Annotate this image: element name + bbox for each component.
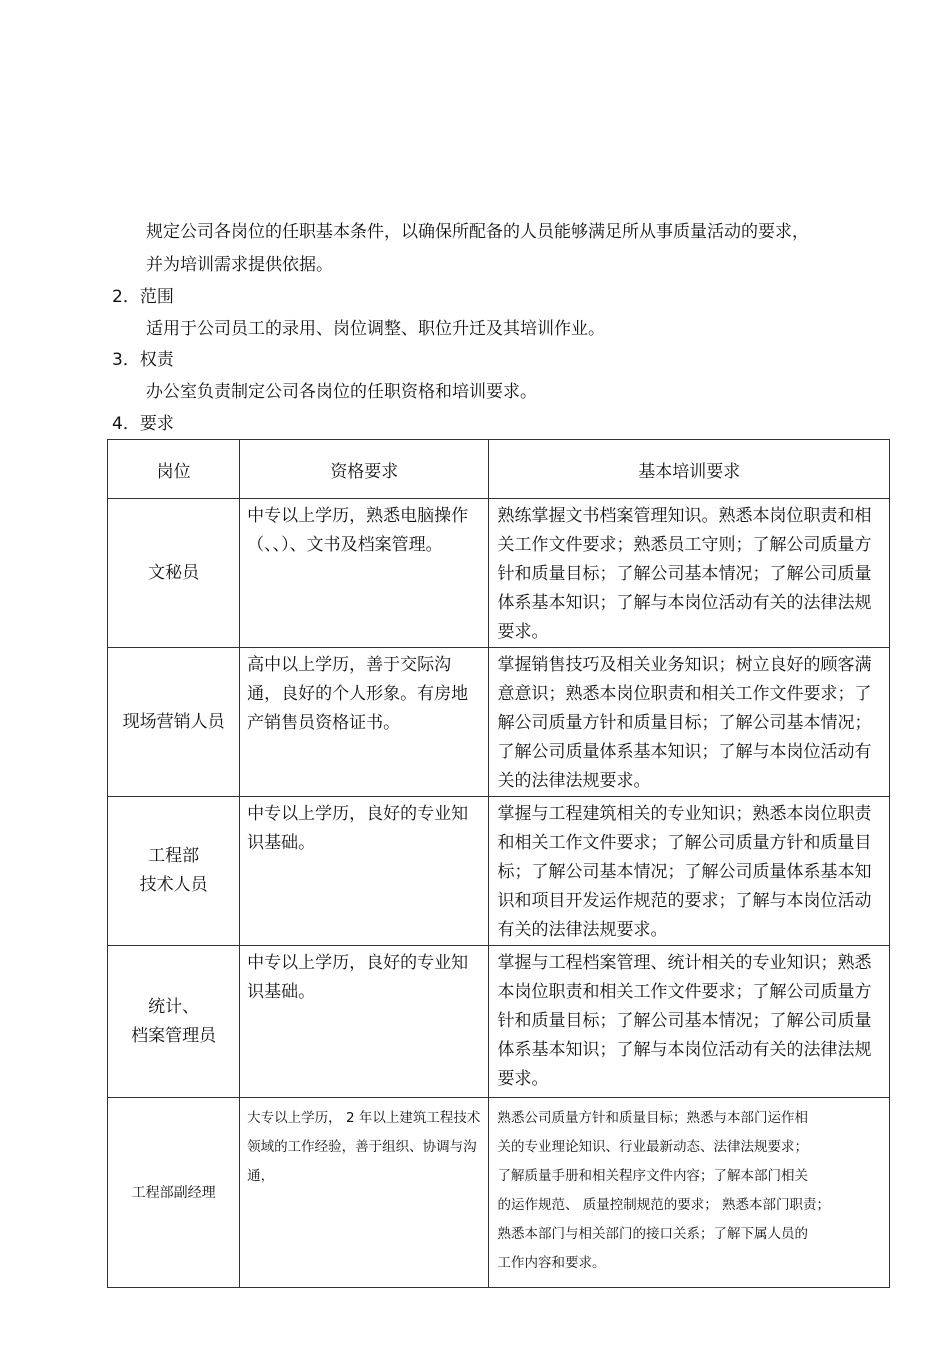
training-line: 熟悉公司质量方针和质量目标；熟悉与本部门运作相 [497,1110,808,1126]
purpose-line-1: 规定公司各岗位的任职基本条件，以确保所配备的人员能够满足所从事质量活动的要求， [146,222,809,242]
training-line: 工作内容和要求。 [497,1255,606,1271]
training-cell [489,1098,890,1288]
qualification-cell [240,797,489,946]
table-row [108,946,890,1098]
requirements-table [107,439,890,1288]
position-cell [108,648,240,797]
training-line: 熟悉本部门与相关部门的接口关系；了解下属人员的 [497,1226,808,1242]
training-text: 掌握销售技巧及相关业务知识；树立良好的顾客满意意识；熟悉本岗位职责和相关工作文件要求；了解公司质量方针和质量目标；了解公司基本情况；了解公司质量体系基本知识；了解与本岗位活动有关的法律法规要求。 [497,655,872,791]
duty-heading: 3．权责 [112,350,174,370]
training-cell [489,946,890,1098]
training-cell [489,499,890,648]
position-name-line-1: 统计、 [148,996,200,1017]
position-cell [108,797,240,946]
purpose-line-2: 并为培训需求提供依据。 [146,255,333,275]
training-text [489,1098,889,1278]
qualification-text: 中专以上学历，良好的专业知识基础。 [247,953,469,1002]
header-training: 基本培训要求 [489,440,890,499]
qualification-text: 大专以上学历， 2 年以上建筑工程技术领域的工作经验，善于组织、协调与沟通， [247,1110,481,1184]
position-name-line-2: 档案管理员 [131,1025,217,1046]
training-line: 的运作规范、 质量控制规范的要求； 熟悉本部门职责； [497,1197,831,1213]
position-name: 现场营销人员 [122,711,225,732]
training-cell [489,797,890,946]
position-name: 文秘员 [148,562,200,583]
qualification-cell [240,1098,489,1288]
training-cell [489,648,890,797]
position-cell [108,946,240,1098]
table-row [108,797,890,946]
position-name-line-2: 技术人员 [139,875,208,895]
qualification-cell [240,946,489,1098]
table-row [108,648,890,797]
training-text: 掌握与工程档案管理、统计相关的专业知识；熟悉本岗位职责和相关工作文件要求；了解公司质量方针和质量目标；了解公司基本情况；了解公司质量体系基本知识；了解与本岗位活动有关的法律法规要求。 [497,953,872,1089]
table-row [108,499,890,648]
qualification-text: 高中以上学历，善于交际沟通，良好的个人形象。有房地产销售员资格证书。 [247,655,469,733]
header-qualification: 资格要求 [240,440,489,499]
header-position: 岗位 [108,440,240,499]
qualification-cell [240,499,489,648]
requirements-heading: 4．要求 [112,414,174,434]
position-cell [108,499,240,648]
training-text: 熟练掌握文书档案管理知识。熟悉本岗位职责和相关工作文件要求；熟悉员工守则；了解公司质量方针和质量目标；了解公司基本情况；了解公司质量体系基本知识；了解与本岗位活动有关的法律法规要求。 [497,506,872,642]
position-name: 工程部副经理 [131,1184,216,1201]
qualification-text: 中专以上学历，良好的专业知识基础。 [247,804,469,853]
position-cell [108,1098,240,1288]
duty-text: 办公室负责制定公司各岗位的任职资格和培训要求。 [146,382,537,402]
qualification-cell [240,648,489,797]
scope-text: 适用于公司员工的录用、岗位调整、职位升迁及其培训作业。 [146,319,605,339]
training-text: 掌握与工程建筑相关的专业知识；熟悉本岗位职责和相关工作文件要求；了解公司质量方针和质量目标；了解公司基本情况；了解公司质量体系基本知识和项目开发运作规范的要求；了解与本岗位活动有关的法律法规要求。 [497,804,872,940]
qualification-text: 中专以上学历，熟悉电脑操作（、、）、文书及档案管理。 [247,506,469,555]
table-header-row [108,440,890,499]
table-row [108,1098,890,1288]
position-name-line-1: 工程部 [148,846,200,866]
training-line: 了解质量手册和相关程序文件内容；了解本部门相关 [497,1168,808,1184]
scope-heading: 2．范围 [112,287,174,307]
training-line: 关的专业理论知识、行业最新动态、法律法规要求； [497,1139,808,1155]
